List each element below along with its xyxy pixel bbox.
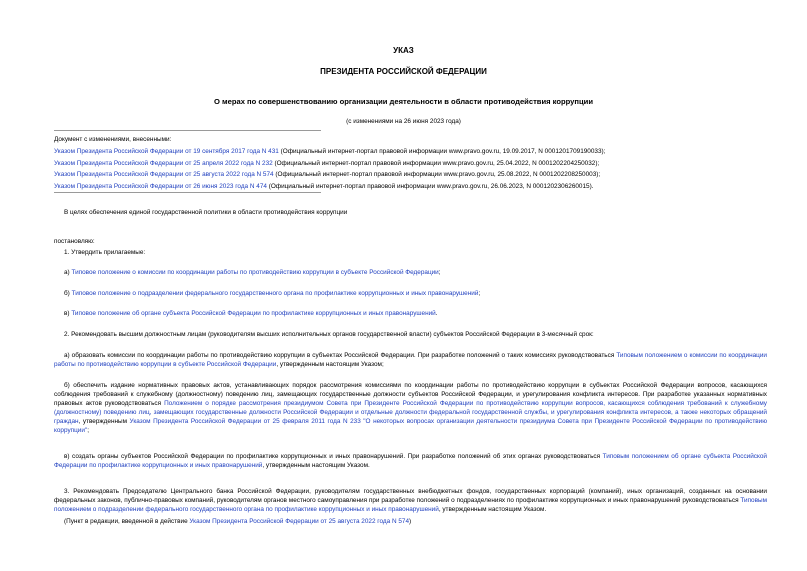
purpose-paragraph: В целях обеспечения единой государственной политики в области противодействия коррупции <box>64 209 348 216</box>
decree-title: УКАЗ <box>393 46 414 55</box>
item-suffix: . <box>435 310 438 317</box>
item-1a <box>54 268 767 277</box>
item-2b-link-regulation[interactable]: Положением о порядке рассмотрения президиумом Совета при Президенте Российской Федерации по противодействию коррупции вопросов, касающихся соблюдения требований к служебному (должностному) поведению лиц, замещающих государственные должности Российской Федерации и отдельные должности федеральной государственной службы, и урегулирования конфликта интересов, а также некоторых обращений граждан <box>54 400 767 425</box>
item-2a-link[interactable]: Типовым положением о комиссии по координации работы по противодействию коррупции в субъекте Российской Федерации <box>54 352 767 368</box>
item-suffix: ; <box>478 290 481 297</box>
item-3-link[interactable]: Типовым положением о подразделении федерального государственного органа по профилактике коррупционных и иных правонарушений <box>54 497 767 513</box>
paragraph-text: , утвержденным настоящим Указом. <box>262 462 370 469</box>
change-link[interactable]: Указом Президента Российской Федерации от 25 апреля 2022 года N 232 <box>54 159 273 167</box>
paragraph-text: ; <box>87 427 89 434</box>
divider-top <box>54 130 321 131</box>
item-1c <box>54 309 767 318</box>
item-1: 1. Утвердить прилагаемые: <box>64 249 146 256</box>
item-2b <box>54 381 767 435</box>
changes-block <box>54 134 754 193</box>
decree-issuer: ПРЕЗИДЕНТА РОССИЙСКОЙ ФЕДЕРАЦИИ <box>320 67 487 76</box>
typical-regulation-commission-link[interactable]: Типовое положение о комиссии по координации работы по противодействию коррупции в субъекте Российской Федерации <box>71 269 439 276</box>
change-item <box>54 158 754 170</box>
decree-subject: О мерах по совершенствованию организации деятельности в области противодействия коррупции <box>213 97 593 106</box>
item-prefix: в) <box>64 310 72 317</box>
item-3 <box>54 487 767 514</box>
change-source: (Официальный интернет-портал правовой информации www.pravo.gov.ru, 25.08.2022, N 0001202208250003); <box>273 171 601 179</box>
item-prefix: а) <box>64 269 72 276</box>
item-3-note-link[interactable]: Указом Президента Российской Федерации от 25 августа 2022 года N 574 <box>189 518 409 525</box>
note-text: (Пункт в редакции, введенной в действие <box>64 518 190 525</box>
item-2c <box>54 452 767 470</box>
item-2c-link[interactable]: Типовым положением об органе субъекта Российской Федерации по профилактике коррупционных и иных правонарушений <box>54 453 767 469</box>
paragraph-text: , утвержденным настоящим Указом. <box>438 506 547 513</box>
change-source: (Официальный интернет-портал правовой информации www.pravo.gov.ru, 25.04.2022, N 0001202204250032); <box>272 159 600 167</box>
item-3-note <box>54 517 767 526</box>
typical-regulation-federal-unit-link[interactable]: Типовое положение о подразделении федерального государственного органа по профилактике коррупционных и иных правонарушений <box>71 290 479 297</box>
item-prefix: б) <box>64 290 72 297</box>
paragraph-text: 3. Рекомендовать Председателю Центрального банка Российской Федерации, руководителям государственных внебюджетных фондов, государственных корпораций (компаний), иных организаций, созданных на основании федеральных законов, публично-правовых компаний, руководителям органов местного самоуправления при разработке положений о подразделениях по профилактике коррупционных и иных правонарушений руководствоваться <box>54 488 767 504</box>
change-source: (Официальный интернет-портал правовой информации www.pravo.gov.ru, 19.09.2017, N 0001201709190033); <box>278 147 606 155</box>
item-2b-link-decree[interactable]: Указом Президента Российской Федерации от 25 февраля 2011 года N 233 "О некоторых вопросах организации деятельности президиума Совета при Президенте Российской Федерации по противодействию коррупции" <box>54 418 768 434</box>
change-link[interactable]: Указом Президента Российской Федерации от 19 сентября 2017 года N 431 <box>54 147 279 155</box>
item-1b <box>54 289 767 298</box>
note-text: ) <box>409 518 412 525</box>
change-item <box>54 146 754 158</box>
item-2a <box>54 351 767 369</box>
divider-bottom <box>54 192 321 193</box>
change-link[interactable]: Указом Президента Российской Федерации от 25 августа 2022 года N 574 <box>54 171 274 179</box>
paragraph-text: в) создать органы субъектов Российской Федерации по профилактике коррупционных и иных правонарушений. При разработке положений об этих органах руководствоваться <box>64 453 603 460</box>
item-suffix: ; <box>438 269 441 276</box>
paragraph-text: а) образовать комиссии по координации работы по противодействию коррупции в субъектах Российской Федерации. При разработке положений о таких комиссиях руководствоваться <box>64 352 617 359</box>
changes-intro: Документ с изменениями, внесенными: <box>54 136 172 143</box>
paragraph-text: , утвержденным настоящим Указом; <box>276 361 384 368</box>
typical-regulation-regional-body-link[interactable]: Типовое положение об органе субъекта Российской Федерации по профилактике коррупционных и иных правонарушений <box>71 310 436 317</box>
change-source: (Официальный интернет-портал правовой информации www.pravo.gov.ru, 26.06.2023, N 0001202306260015). <box>266 183 594 191</box>
edition-note: (с изменениями на 26 июня 2023 года) <box>346 118 461 125</box>
change-item <box>54 169 754 181</box>
change-link[interactable]: Указом Президента Российской Федерации от 26 июня 2023 года N 474 <box>54 183 267 191</box>
decree-word: постановляю: <box>54 238 95 245</box>
item-2: 2. Рекомендовать высшим должностным лицам (руководителям высших исполнительных органов государственной власти) субъектов Российской Федерации в 3-месячный срок: <box>64 331 594 338</box>
paragraph-text: б) обеспечить издание нормативных правовых актов, устанавливающих порядок рассмотрения комиссиями по координации работы по противодействию коррупции в субъектах Российской Федерации вопросов, касающихся соблюдения требований к служебному (должностному) поведению лиц, замещающих государственные должности субъектов Российской Федерации, и урегулирования конфликта интересов. При разработке указанных нормативных правовых актов руководствоваться <box>54 382 767 407</box>
paragraph-text: , утвержденным <box>78 418 130 425</box>
